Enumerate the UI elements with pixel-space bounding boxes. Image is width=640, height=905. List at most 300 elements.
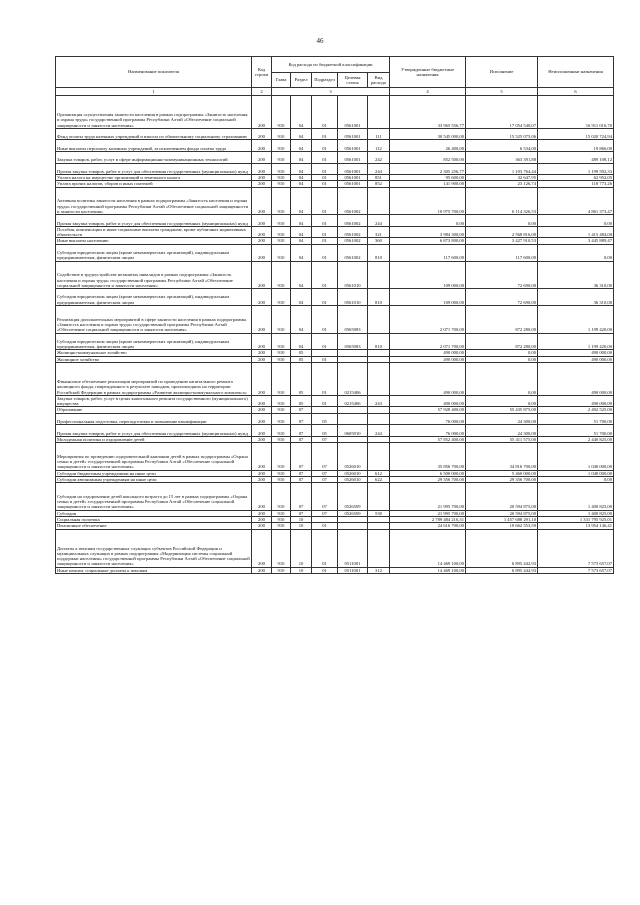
row-approved: 141 900,00 <box>390 181 466 187</box>
row-podrazdel: 01 <box>312 226 338 238</box>
row-unexecuted: 1 040 000,00 <box>538 443 614 471</box>
table-body <box>56 96 614 574</box>
row-unexecuted: 490 000,00 <box>538 350 614 356</box>
budget-table <box>55 56 614 574</box>
row-target: 0561002 <box>338 244 368 261</box>
header-glava: Глава <box>272 73 291 88</box>
row-name: Субсидии <box>56 510 252 516</box>
row-approved: 30 545 000,00 <box>390 128 466 140</box>
row-approved: 29 356 700,00 <box>390 476 466 482</box>
row-glava: 910 <box>272 140 291 152</box>
row-name: Прочая закупка товаров, работ и услуг для обеспечения государственных (муниципальных) нужд <box>56 163 252 175</box>
row-unexecuted: 489 108,12 <box>538 151 614 163</box>
row-vid: 530 <box>368 510 390 516</box>
table-row <box>56 244 614 261</box>
row-glava: 910 <box>272 395 291 407</box>
row-code: 200 <box>252 289 272 306</box>
row-approved: 33 965 556,77 <box>390 96 466 129</box>
row-unexecuted: 1 331 795 925,01 <box>538 517 614 523</box>
row-code: 200 <box>252 356 272 362</box>
row-code: 200 <box>252 483 272 511</box>
row-podrazdel: 07 <box>312 470 338 476</box>
row-approved: 0,00 <box>390 215 466 227</box>
row-glava: 910 <box>272 96 291 129</box>
header-classification: Код расхода по бюджетной классификации <box>272 57 390 73</box>
row-approved: 14 469 100,00 <box>390 567 466 573</box>
row-code: 200 <box>252 436 272 442</box>
table-row <box>56 128 614 140</box>
table-row <box>56 151 614 163</box>
row-unexecuted: 13 954 146,41 <box>538 523 614 529</box>
row-target: 0526509 <box>338 483 368 511</box>
row-glava: 910 <box>272 510 291 516</box>
row-razdel: 10 <box>291 567 312 573</box>
row-name: Организация осуществления занятости населения в рамках подпрограммы «Занятость населения и охрана труда» государственной программы Республики Алтай «Обеспечение социальной защищенности и занятости населения» <box>56 96 252 129</box>
row-razdel: 07 <box>291 413 312 425</box>
header-executed: Исполнение <box>466 57 538 88</box>
row-name: Образование <box>56 407 252 413</box>
row-glava: 910 <box>272 175 291 181</box>
row-unexecuted: 1 415 484,00 <box>538 226 614 238</box>
row-target: 0561002 <box>338 215 368 227</box>
row-name: Социальная политика <box>56 517 252 523</box>
row-unexecuted: 0,00 <box>538 244 614 261</box>
row-executed: 2 568 816,00 <box>466 226 538 238</box>
row-unexecuted: 490 000,00 <box>538 395 614 407</box>
row-podrazdel: 07 <box>312 436 338 442</box>
row-name: Мероприятия по проведению оздоровительной кампании детей в рамках подпрограммы «Охрана семьи и детей» государственной программы Республики Алтай «Обеспечение социальной защищенности и занятости населения» <box>56 443 252 471</box>
row-target: 0561001 <box>338 151 368 163</box>
row-name: Доплаты к пенсиям государственных служащих субъектов Российской Федерации и муниципальных служащих в рамках подпрограммы «Модернизация системы социальной поддержки населения» государственной программы Республики Алтай «Обеспечение социальной защищенности и занятости населения» <box>56 529 252 567</box>
row-unexecuted: 4 861 373,47 <box>538 187 614 215</box>
row-unexecuted: 118 773,26 <box>538 181 614 187</box>
row-name: Фонд оплаты труда казенных учреждений и взносы по обязательному социальному страхованию <box>56 128 252 140</box>
row-unexecuted: 1 199 592,33 <box>538 163 614 175</box>
row-approved: 2 789 484 216,31 <box>390 517 466 523</box>
table-row <box>56 483 614 511</box>
row-code: 200 <box>252 226 272 238</box>
row-executed: 6 114 326,53 <box>466 187 538 215</box>
table-row <box>56 215 614 227</box>
row-razdel: 05 <box>291 350 312 356</box>
row-name: Реализация дополнительных мероприятий в сфере занятости населения в рамках подпрограммы «Занятость населения и охрана труда» государственной программы Республики Алтай «Обеспечение социальной защищенности и занятости населения» <box>56 306 252 334</box>
row-podrazdel: 07 <box>312 510 338 516</box>
row-approved: 95 600,00 <box>390 175 466 181</box>
row-vid: 312 <box>368 567 390 573</box>
row-podrazdel: 01 <box>312 163 338 175</box>
row-target: 0526010 <box>338 470 368 476</box>
header-podrazdel: Подраздел <box>312 73 338 88</box>
row-name: Молодежная политика и оздоровление детей <box>56 436 252 442</box>
table-row <box>56 289 614 306</box>
row-razdel: 04 <box>291 187 312 215</box>
row-code: 200 <box>252 244 272 261</box>
row-glava: 910 <box>272 238 291 244</box>
row-unexecuted: 1 199 420,00 <box>538 333 614 350</box>
row-executed: 17 054 540,07 <box>466 96 538 129</box>
row-vid: 243 <box>368 395 390 407</box>
row-vid: 242 <box>368 151 390 163</box>
header-code: Код строки <box>252 57 272 88</box>
row-code: 200 <box>252 470 272 476</box>
row-code: 200 <box>252 175 272 181</box>
row-vid <box>368 96 390 129</box>
row-executed: 117 600,00 <box>466 244 538 261</box>
row-unexecuted: 1 400 825,00 <box>538 510 614 516</box>
row-code: 200 <box>252 163 272 175</box>
row-code: 200 <box>252 261 272 289</box>
row-target: 0561002 <box>338 187 368 215</box>
row-target: 0561001 <box>338 181 368 187</box>
row-razdel: 04 <box>291 306 312 334</box>
row-razdel: 07 <box>291 510 312 516</box>
row-approved: 490 000,00 <box>390 356 466 362</box>
row-executed: 20 594 875,00 <box>466 510 538 516</box>
row-code: 200 <box>252 187 272 215</box>
row-unexecuted: 62 952,05 <box>538 175 614 181</box>
row-approved: 109 000,00 <box>390 261 466 289</box>
row-name: Иные выплаты персоналу казенных учреждений, за исключением фонда оплаты труда <box>56 140 252 152</box>
row-razdel: 07 <box>291 436 312 442</box>
row-razdel: 07 <box>291 470 312 476</box>
row-razdel: 04 <box>291 128 312 140</box>
row-target: 0215406 <box>338 363 368 396</box>
row-podrazdel: 01 <box>312 567 338 573</box>
table-row <box>56 163 614 175</box>
row-vid: 360 <box>368 238 390 244</box>
col-number: 2 <box>252 88 272 96</box>
row-glava: 910 <box>272 363 291 396</box>
row-podrazdel: 01 <box>312 244 338 261</box>
row-code: 200 <box>252 140 272 152</box>
row-code: 200 <box>252 363 272 396</box>
row-razdel: 07 <box>291 443 312 471</box>
table-row <box>56 96 614 129</box>
row-code: 200 <box>252 443 272 471</box>
row-podrazdel: 05 <box>312 425 338 437</box>
row-code: 200 <box>252 567 272 573</box>
row-code: 200 <box>252 529 272 567</box>
row-name: Субсидии юридическим лицам (кроме некоммерческих организаций), индивидуальным предпринимателям, физическим лицам <box>56 244 252 261</box>
row-executed: 55 411 575,00 <box>466 436 538 442</box>
row-podrazdel: 01 <box>312 333 338 350</box>
row-executed: 363 391,88 <box>466 151 538 163</box>
row-razdel: 04 <box>291 333 312 350</box>
row-executed: 3 427 910,53 <box>466 238 538 244</box>
row-name: Закупка товаров, работ, услуг в целях капитального ремонта государственного (муниципального) имущества <box>56 395 252 407</box>
row-unexecuted: 51 700,00 <box>538 425 614 437</box>
table-row <box>56 226 614 238</box>
row-vid: 111 <box>368 128 390 140</box>
row-podrazdel: 01 <box>312 238 338 244</box>
row-approved: 24 616 700,00 <box>390 523 466 529</box>
row-razdel: 04 <box>291 163 312 175</box>
row-podrazdel: 01 <box>312 356 338 362</box>
table-row <box>56 443 614 471</box>
table-row <box>56 187 614 215</box>
row-code: 200 <box>252 413 272 425</box>
row-code: 200 <box>252 96 272 129</box>
row-target: 0561001 <box>338 163 368 175</box>
row-approved: 2 071 700,00 <box>390 333 466 350</box>
row-approved: 21 995 700,00 <box>390 483 466 511</box>
row-glava: 910 <box>272 425 291 437</box>
table-row <box>56 363 614 396</box>
row-executed: 1 457 688 291,10 <box>466 517 538 523</box>
row-glava: 910 <box>272 436 291 442</box>
row-glava: 910 <box>272 244 291 261</box>
row-razdel: 07 <box>291 483 312 511</box>
row-razdel: 10 <box>291 529 312 567</box>
header-name: Наименование показателя <box>56 57 252 88</box>
row-glava: 910 <box>272 407 291 413</box>
row-podrazdel: 01 <box>312 128 338 140</box>
page-number: 46 <box>316 37 324 45</box>
col-number: 5 <box>466 88 538 96</box>
row-name: Профессиональная подготовка, переподготовка и повышение квалификации <box>56 413 252 425</box>
row-name: Субсидии автономным учреждениям на иные цели <box>56 476 252 482</box>
row-glava: 910 <box>272 529 291 567</box>
row-target: 0561010 <box>338 261 368 289</box>
row-glava: 910 <box>272 215 291 227</box>
row-razdel: 07 <box>291 476 312 482</box>
header-vid: Вид расхода <box>368 73 390 88</box>
row-unexecuted: 1 400 825,00 <box>538 483 614 511</box>
row-glava: 910 <box>272 517 291 523</box>
row-vid: 244 <box>368 425 390 437</box>
row-unexecuted: 15 020 724,94 <box>538 128 614 140</box>
row-glava: 910 <box>272 413 291 425</box>
row-unexecuted: 2 492 525,00 <box>538 407 614 413</box>
row-podrazdel: 01 <box>312 96 338 129</box>
header-approved: Утвержденные бюджетные назначения <box>390 57 466 88</box>
row-podrazdel: 05 <box>312 413 338 425</box>
row-code: 200 <box>252 407 272 413</box>
row-unexecuted: 1 199 420,00 <box>538 306 614 334</box>
row-approved: 490 000,00 <box>390 395 466 407</box>
row-podrazdel: 01 <box>312 151 338 163</box>
row-approved: 117 600,00 <box>390 244 466 261</box>
row-podrazdel: 01 <box>312 529 338 567</box>
row-glava: 910 <box>272 483 291 511</box>
row-podrazdel: 01 <box>312 187 338 215</box>
row-glava: 910 <box>272 261 291 289</box>
row-name: Пенсионное обеспечение <box>56 523 252 529</box>
table-row <box>56 261 614 289</box>
row-name: Субсидии на оздоровление детей школьного возраста до 15 лет в рамках подпрограммы «Охрана семьи и детей» государственной программы Республики Алтай «Обеспечение социальной защищенности и занятости населения» <box>56 483 252 511</box>
row-executed: 15 525 075,06 <box>466 128 538 140</box>
row-code: 200 <box>252 333 272 350</box>
table-row <box>56 140 614 152</box>
row-executed: 1 103 764,44 <box>466 163 538 175</box>
table-row <box>56 529 614 567</box>
row-glava: 910 <box>272 181 291 187</box>
row-glava: 910 <box>272 523 291 529</box>
row-target <box>338 413 368 425</box>
row-code: 200 <box>252 181 272 187</box>
row-vid: 810 <box>368 244 390 261</box>
row-podrazdel: 07 <box>312 483 338 511</box>
row-approved: 76 000,00 <box>390 413 466 425</box>
row-code: 200 <box>252 395 272 407</box>
row-vid <box>368 483 390 511</box>
row-podrazdel: 01 <box>312 261 338 289</box>
row-razdel: 07 <box>291 425 312 437</box>
row-approved: 57 852 400,00 <box>390 436 466 442</box>
row-executed: 872 280,00 <box>466 333 538 350</box>
row-glava: 910 <box>272 289 291 306</box>
row-vid <box>368 529 390 567</box>
row-name: Жилищное хозяйство <box>56 356 252 362</box>
row-approved: 35 856 700,00 <box>390 443 466 471</box>
row-razdel: 04 <box>291 175 312 181</box>
row-razdel: 04 <box>291 238 312 244</box>
col-number: 3 <box>272 88 390 96</box>
row-unexecuted: 490 000,00 <box>538 356 614 362</box>
row-target: 0561001 <box>338 175 368 181</box>
row-name: Прочая закупка товаров, работ и услуг для обеспечения государственных (муниципальных) нужд <box>56 425 252 437</box>
row-name: Содействие в трудоустройстве незанятых инвалидов в рамках подпрограммы «Занятость населения и охрана труда» государственной программы Республики Алтай «Обеспечение социальной защищенности и занятости населения» <box>56 261 252 289</box>
row-executed: 0,00 <box>466 356 538 362</box>
row-glava: 910 <box>272 226 291 238</box>
row-vid: 810 <box>368 289 390 306</box>
row-glava: 910 <box>272 356 291 362</box>
row-executed: 55 435 875,00 <box>466 407 538 413</box>
row-target: 0561002 <box>338 238 368 244</box>
row-unexecuted: 7 573 657,07 <box>538 567 614 573</box>
row-approved: 21 995 700,00 <box>390 510 466 516</box>
row-target: 0526010 <box>338 443 368 471</box>
row-executed: 6 895 442,93 <box>466 529 538 567</box>
row-podrazdel: 01 <box>312 215 338 227</box>
row-code: 200 <box>252 523 272 529</box>
row-executed: 0,00 <box>466 363 538 396</box>
row-approved: 490 000,00 <box>390 350 466 356</box>
row-name: Активная политика занятости населения в рамках подпрограммы «Занятость населения и охрана труда» государственной программы Республики Алтай «Обеспечение социальной защищенности и занятости населения» <box>56 187 252 215</box>
col-number: 6 <box>538 88 614 96</box>
row-razdel: 04 <box>291 96 312 129</box>
row-executed: 10 662 553,59 <box>466 523 538 529</box>
row-code: 200 <box>252 517 272 523</box>
row-razdel: 04 <box>291 140 312 152</box>
row-target: 0605910 <box>338 425 368 437</box>
row-razdel: 05 <box>291 395 312 407</box>
row-executed: 29 356 700,00 <box>466 476 538 482</box>
table-row <box>56 333 614 350</box>
row-glava: 910 <box>272 187 291 215</box>
table-row <box>56 306 614 334</box>
row-code: 200 <box>252 215 272 227</box>
row-unexecuted: 3 445 889,47 <box>538 238 614 244</box>
row-unexecuted: 1 040 000,00 <box>538 470 614 476</box>
row-name: Иные пенсии, социальные доплаты к пенсиям <box>56 567 252 573</box>
row-executed: 5 460 000,00 <box>466 470 538 476</box>
row-razdel: 07 <box>291 407 312 413</box>
row-code: 200 <box>252 238 272 244</box>
row-glava: 910 <box>272 128 291 140</box>
header-razdel: Раздел <box>291 73 312 88</box>
row-approved: 26 400,00 <box>390 140 466 152</box>
row-glava: 910 <box>272 476 291 482</box>
row-razdel: 04 <box>291 261 312 289</box>
row-glava: 910 <box>272 470 291 476</box>
row-target: 0561001 <box>338 96 368 129</box>
row-approved: 3 984 300,00 <box>390 226 466 238</box>
row-code: 200 <box>252 510 272 516</box>
row-unexecuted: 2 440 825,00 <box>538 436 614 442</box>
row-razdel: 05 <box>291 363 312 396</box>
row-target: 0561001 <box>338 140 368 152</box>
row-glava: 910 <box>272 333 291 350</box>
row-vid <box>368 306 390 334</box>
row-razdel: 05 <box>291 356 312 362</box>
row-executed: 20 594 875,00 <box>466 483 538 511</box>
row-executed: 72 690,00 <box>466 289 538 306</box>
row-unexecuted: 36 310,00 <box>538 289 614 306</box>
row-vid: 810 <box>368 333 390 350</box>
row-approved: 2 305 256,77 <box>390 163 466 175</box>
row-executed: 0,00 <box>466 350 538 356</box>
row-executed: 32 647,95 <box>466 175 538 181</box>
row-vid: 622 <box>368 476 390 482</box>
row-approved: 14 469 100,00 <box>390 529 466 567</box>
row-podrazdel: 01 <box>312 175 338 181</box>
row-podrazdel: 01 <box>312 289 338 306</box>
row-name: Финансовое обеспечение реализации мероприятий по проведению капитального ремонта жилищного фонда, поврежденного в результате паводков, произошедших на территории Российской Федерации в рамках подпрограммы «Развитие жилищно-коммунального комплекса» <box>56 363 252 396</box>
row-approved: 109 000,00 <box>390 289 466 306</box>
row-executed: 24 300,00 <box>466 413 538 425</box>
row-unexecuted: 16 911 016,70 <box>538 96 614 129</box>
row-podrazdel: 01 <box>312 306 338 334</box>
row-razdel: 04 <box>291 244 312 261</box>
table-row <box>56 413 614 425</box>
row-unexecuted: 490 000,00 <box>538 363 614 396</box>
row-vid: 244 <box>368 215 390 227</box>
row-unexecuted: 0,00 <box>538 476 614 482</box>
row-name: Закупка товаров, работ, услуг в сфере информационно-коммуникационных технологий <box>56 151 252 163</box>
row-approved: 6 873 800,00 <box>390 238 466 244</box>
row-approved: 490 000,00 <box>390 363 466 396</box>
row-approved: 6 500 000,00 <box>390 470 466 476</box>
row-razdel: 04 <box>291 289 312 306</box>
row-razdel: 10 <box>291 517 312 523</box>
row-vid <box>368 413 390 425</box>
row-code: 200 <box>252 151 272 163</box>
row-code: 200 <box>252 425 272 437</box>
row-executed: 6 895 442,93 <box>466 567 538 573</box>
row-vid <box>368 187 390 215</box>
row-approved: 2 071 700,00 <box>390 306 466 334</box>
row-podrazdel: 01 <box>312 363 338 396</box>
col-number: 1 <box>56 88 252 96</box>
row-target: 0561010 <box>338 289 368 306</box>
row-podrazdel: 01 <box>312 523 338 529</box>
row-vid <box>368 363 390 396</box>
row-unexecuted: 51 700,00 <box>538 413 614 425</box>
row-name: Уплата налога на имущество организаций и земельного налога <box>56 175 252 181</box>
row-vid: 852 <box>368 181 390 187</box>
row-target: 0511001 <box>338 529 368 567</box>
row-approved: 57 928 400,00 <box>390 407 466 413</box>
row-razdel: 04 <box>291 151 312 163</box>
row-target: 0561002 <box>338 226 368 238</box>
row-target: 0565083 <box>338 306 368 334</box>
row-target: 0511001 <box>338 567 368 573</box>
row-podrazdel: 01 <box>312 395 338 407</box>
row-vid: 851 <box>368 175 390 181</box>
row-target: 0561001 <box>338 128 368 140</box>
row-vid: 321 <box>368 226 390 238</box>
